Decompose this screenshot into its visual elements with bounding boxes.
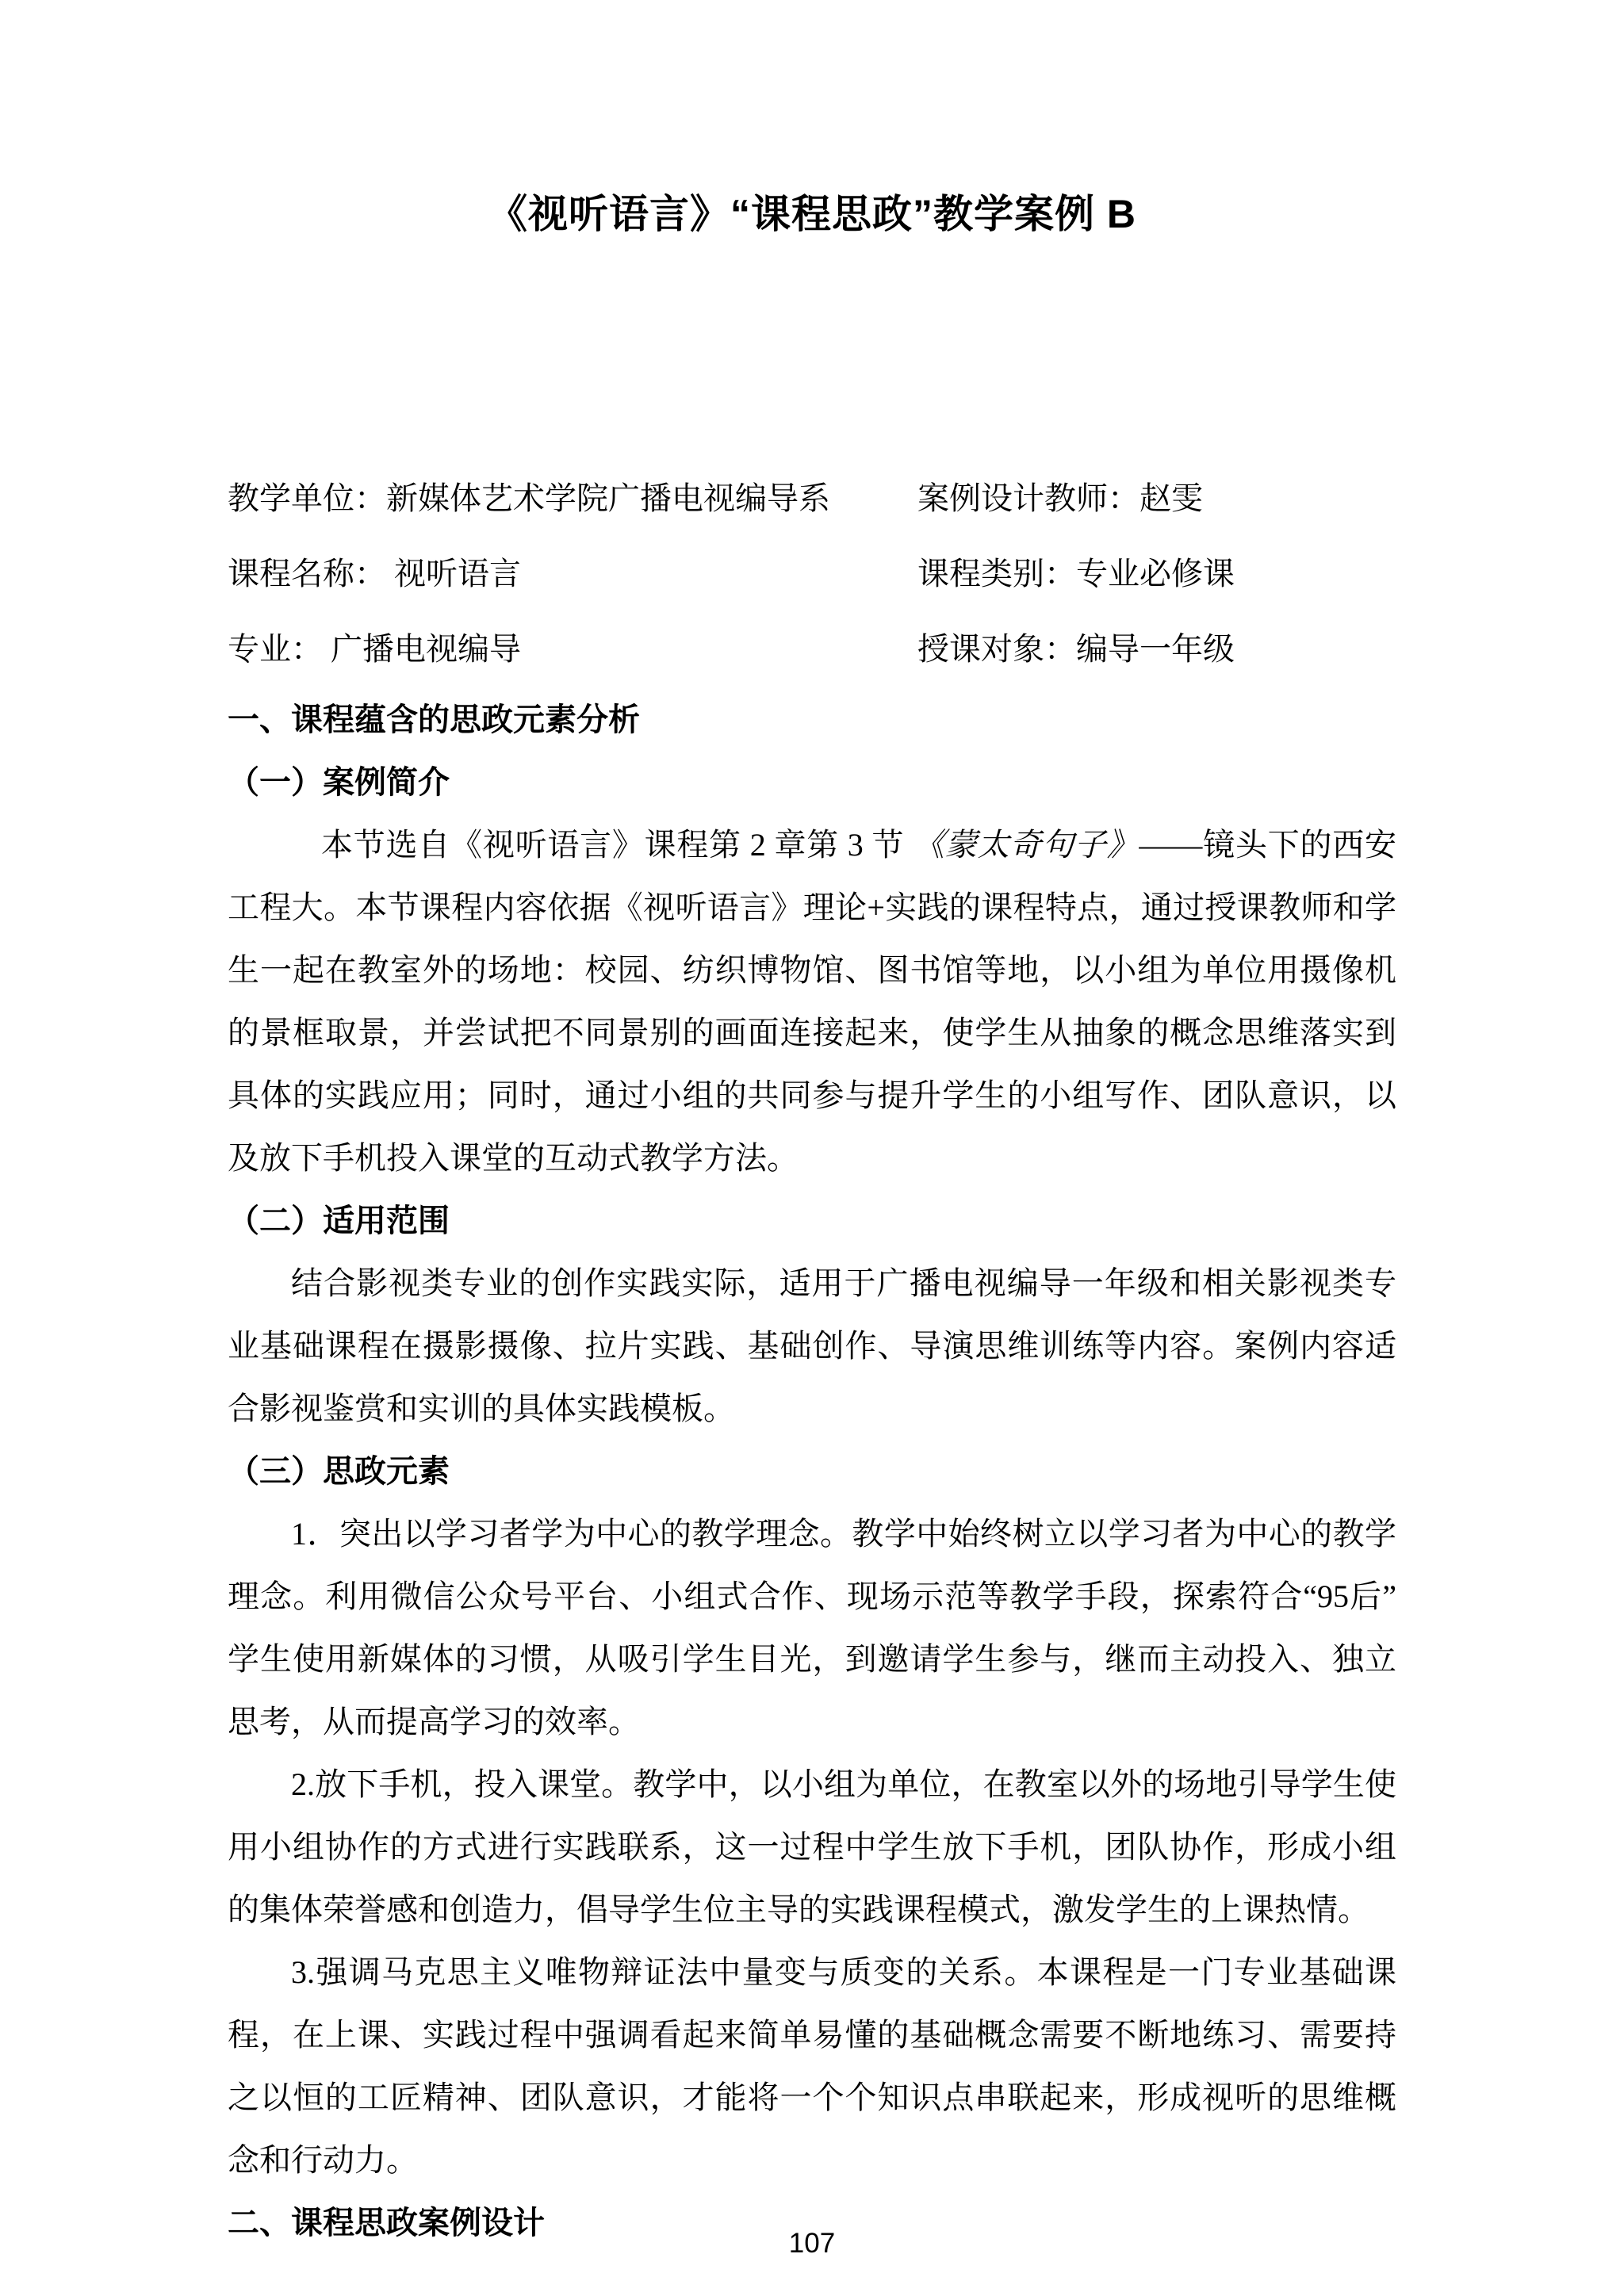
- meta-major: 专业： 广播电视编导: [228, 631, 521, 667]
- page-number: 107: [788, 2228, 836, 2259]
- course-meta-block: [228, 461, 1396, 687]
- meta-row: [228, 611, 1396, 687]
- case-intro-text-post: ——镜头下的西安工程大。本节课程内容依据《视听语言》理论+实践的课程特点，通过授课教师和学生一起在教室外的场地：校园、纺织博物馆、图书馆等地，以小组为单位用摄像机的景框取景，并尝试把不同景别的画面连接起来，使学生从抽象的概念思维落实到具体的实践应用；同时，通过小组的共同参与提升学生的小组写作、团队意识，以及放下手机投入课堂的互动式教学方法。: [228, 827, 1397, 1176]
- paragraph-scope: 结合影视类专业的创作实践实际，适用于广播电视编导一年级和相关影视类专业基础课程在摄影摄像、拉片实践、基础创作、导演思维训练等内容。案例内容适合影视鉴赏和实训的具体实践模板。: [228, 1265, 1396, 1426]
- meta-audience: 授课对象：编导一年级: [917, 631, 1235, 667]
- subsection-heading-case-intro: （一）案例简介: [228, 764, 450, 800]
- paragraph-point-3: 3.强调马克思主义唯物辩证法中量变与质变的关系。本课程是一门专业基础课程，在上课、实践过程中强调看起来简单易懂的基础概念需要不断地练习、需要持之以恒的工匠精神、团队意识，才能将一个个知识点串联起来，形成视听的思维概念和行动力。: [228, 1954, 1396, 2178]
- subsection-heading-scope: （二）适用范围: [228, 1203, 450, 1238]
- meta-case-designer: 案例设计教师：赵雯: [917, 480, 1203, 516]
- document-title: 《视听语言》“课程思政”教学案例 B: [488, 192, 1136, 236]
- paragraph-point-1: 1．突出以学习者学为中心的教学理念。教学中始终树立以学习者为中心的教学理念。利用微信公众号平台、小组式合作、现场示范等教学手段，探索符合“95后”学生使用新媒体的习惯，从吸引学生目光，到邀请学生参与，继而主动投入、独立思考，从而提高学习的效率。: [228, 1516, 1396, 1739]
- paragraph-point-2: 2.放下手机，投入课堂。教学中，以小组为单位，在教室以外的场地引导学生使用小组协作的方式进行实践联系，这一过程中学生放下手机，团队协作，形成小组的集体荣誉感和创造力，倡导学生位主导的实践课程模式，激发学生的上课热情。: [228, 1766, 1396, 1927]
- meta-row: [228, 536, 1396, 611]
- meta-teaching-unit: 教学单位：新媒体艺术学院广播电视编导系: [228, 480, 830, 516]
- document-body: [228, 688, 1396, 2254]
- subsection-heading-sizheng-elements: （三）思政元素: [228, 1453, 450, 1489]
- meta-row: [228, 461, 1396, 536]
- section-heading-2-case-design: 二、课程思政案例设计: [228, 2205, 545, 2241]
- section-heading-1-elements-analysis: 一、课程蕴含的思政元素分析: [228, 702, 640, 737]
- case-intro-cited-title: 《蒙太奇句子》: [913, 827, 1139, 863]
- meta-course-type: 课程类别：专业必修课: [917, 556, 1235, 591]
- meta-course-name: 课程名称： 视听语言: [228, 556, 521, 591]
- paragraph-case-intro: [228, 813, 1396, 1189]
- case-intro-text-pre: 本节选自《视听语言》课程第 2 章第 3 节: [321, 827, 914, 863]
